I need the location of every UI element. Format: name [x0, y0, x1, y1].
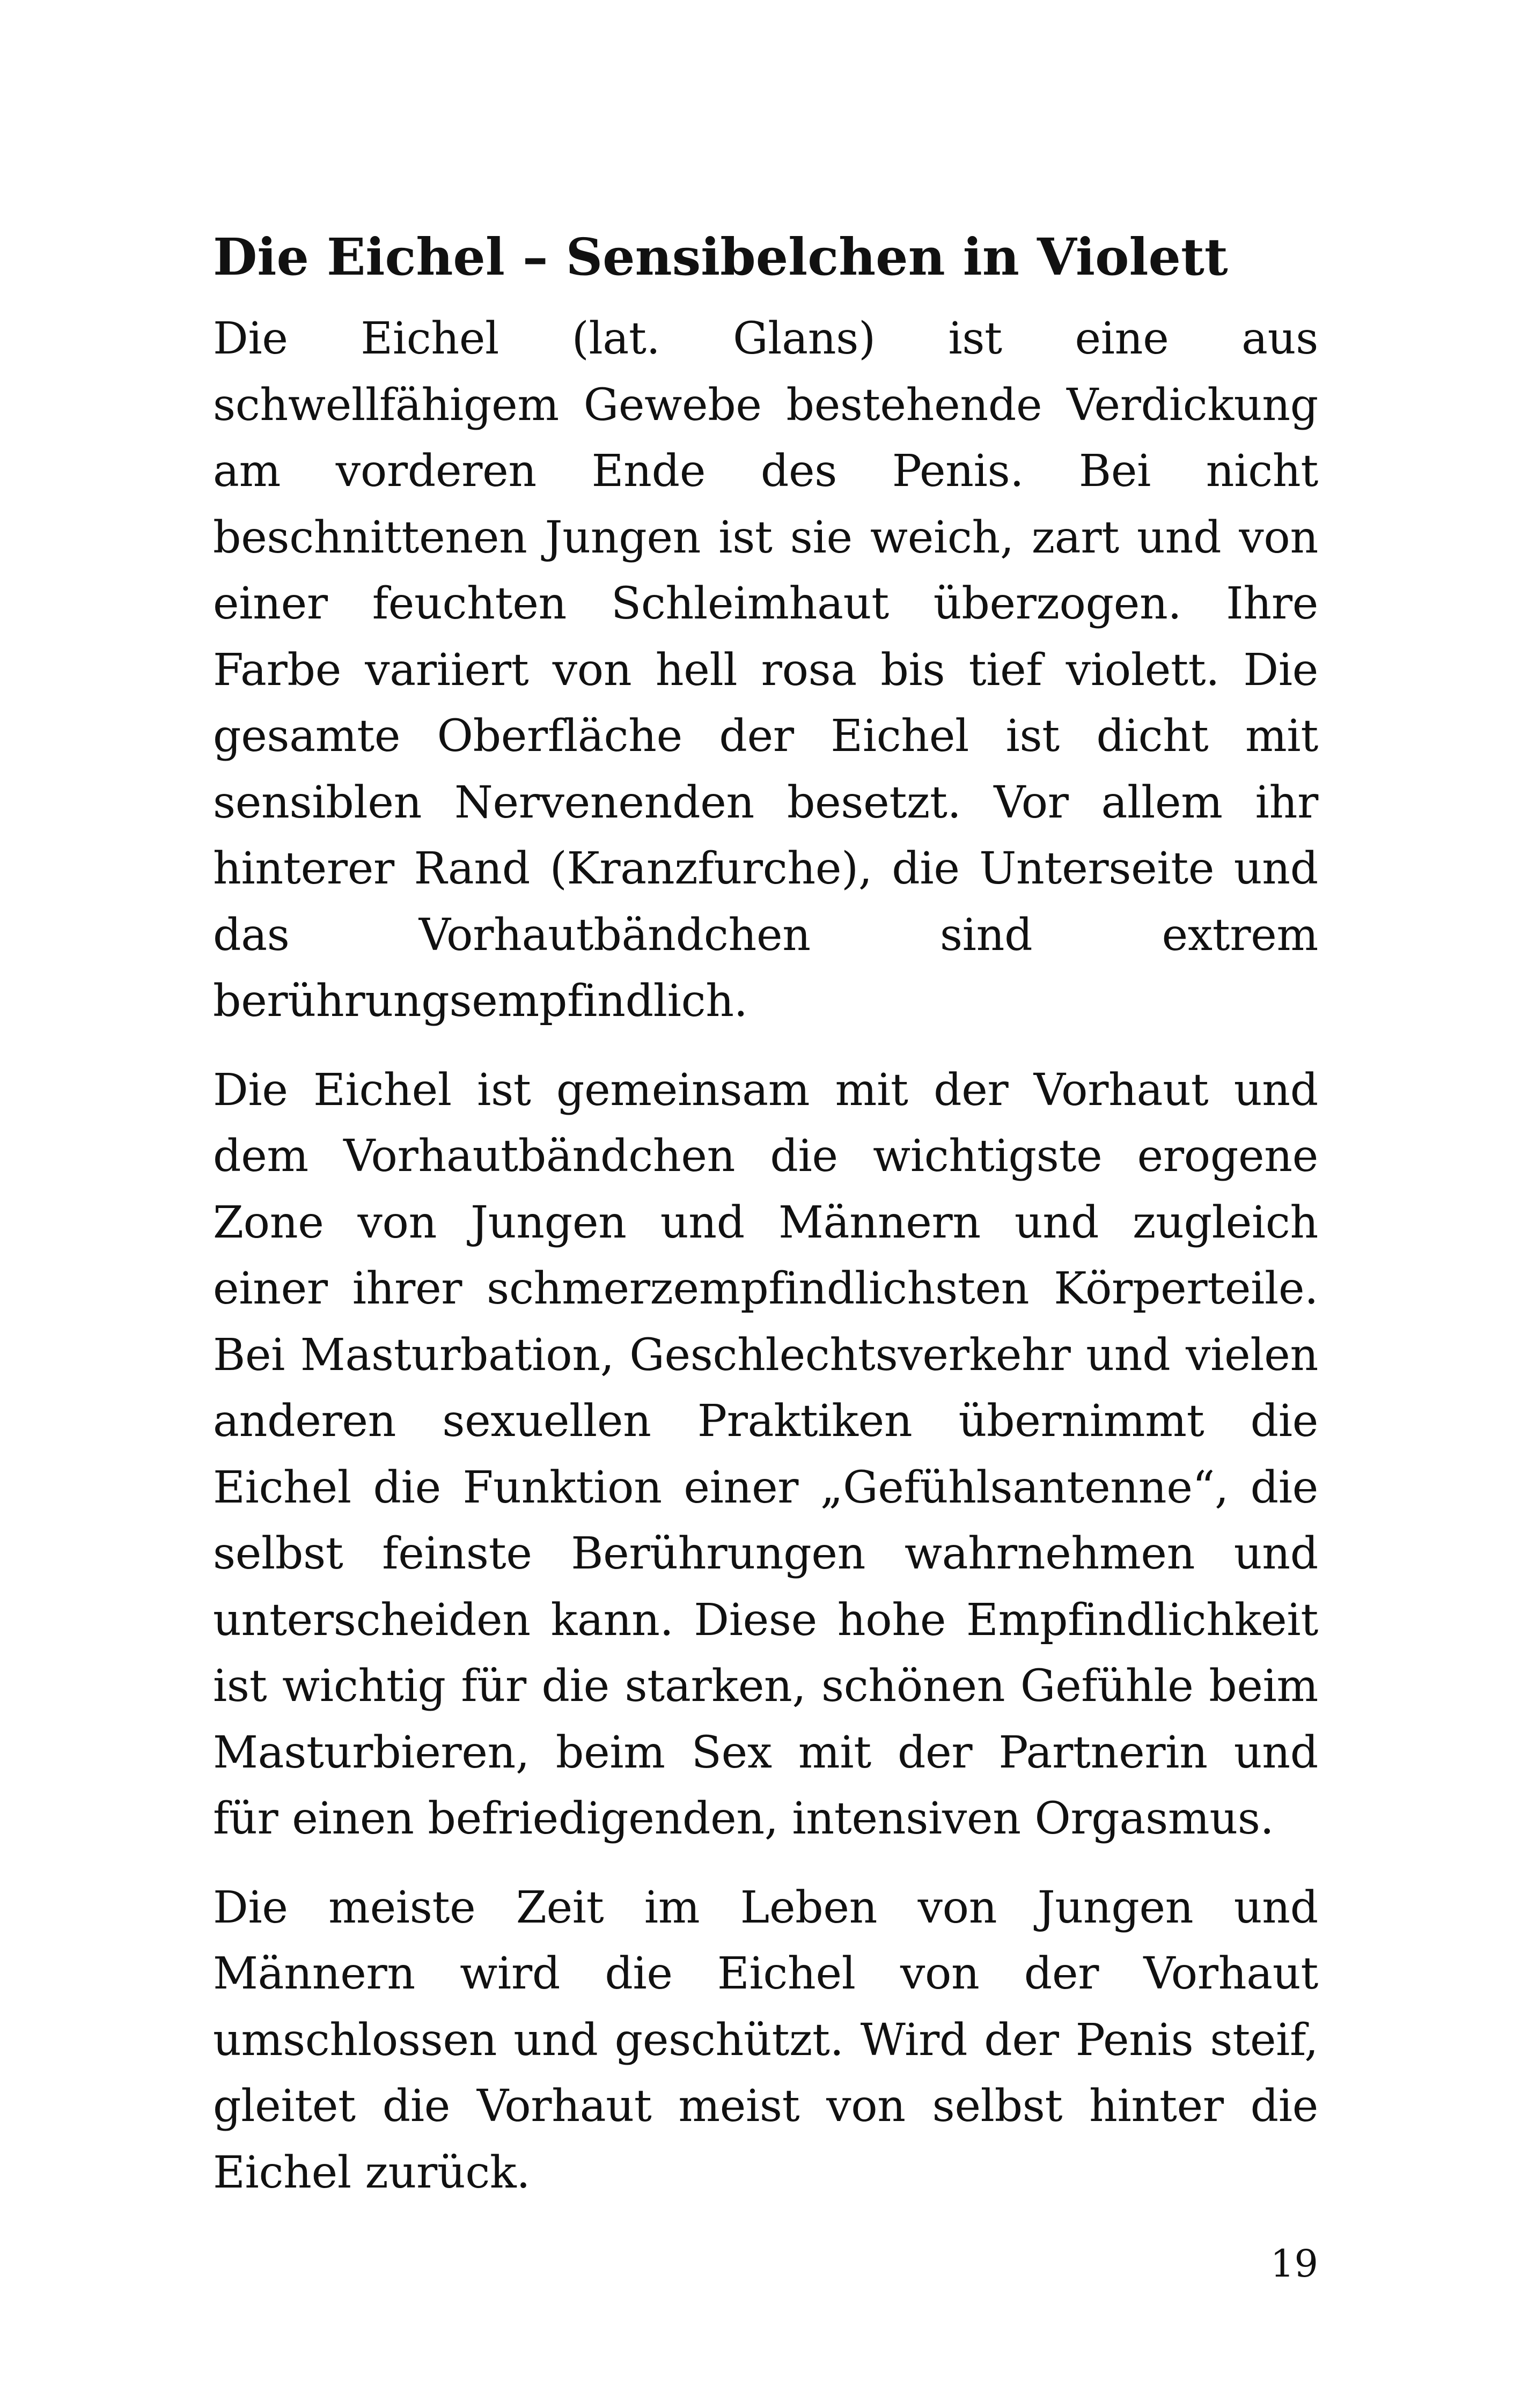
page-number: 19 [1270, 2242, 1318, 2286]
paragraph-3: Die meiste Zeit im Leben von Jungen und Männern wird die Eichel von der Vorhaut umschlossen und geschützt. Wird der Penis steif, gleitet die Vorhaut meist von selbst hinter die Eichel zurück. [213, 1882, 1318, 2198]
paragraph-2: Die Eichel ist gemeinsam mit der Vorhaut und dem Vorhautbändchen die wichtigste erogene Zone von Jungen und Männern und zugleich einer ihrer schmerzempfindlichsten Körperteile. Bei Masturbation, Geschlechtsverkehr und vielen anderen sexuellen Praktiken übernimmt die Eichel die Funktion einer „Gefühlsantenne“, die selbst feinste Berührungen wahrnehmen und unterscheiden kann. Diese hohe Empfindlichkeit ist wichtig für die starken, schönen Gefühle beim Masturbieren, beim Sex mit der Partnerin und für einen befriedigenden, intensiven Orgasmus. [213, 1064, 1318, 1844]
paragraph-1: Die Eichel (lat. Glans) ist eine aus schwellfähigem Gewebe bestehende Verdickung am vorderen Ende des Penis. Bei nicht beschnittenen Jungen ist sie weich, zart und von einer feuchten Schleimhaut überzogen. Ihre Farbe variiert von hell rosa bis tief violett. Die gesamte Oberfläche der Eichel ist dicht mit sensiblen Nervenenden besetzt. Vor allem ihr hinterer Rand (Kranzfurche), die Unterseite und das Vorhautbändchen sind extrem berührungsempfindlich. [213, 313, 1318, 1027]
section-heading: Die Eichel – Sensibelchen in Violett [213, 227, 1228, 287]
text-column [213, 225, 1318, 2206]
